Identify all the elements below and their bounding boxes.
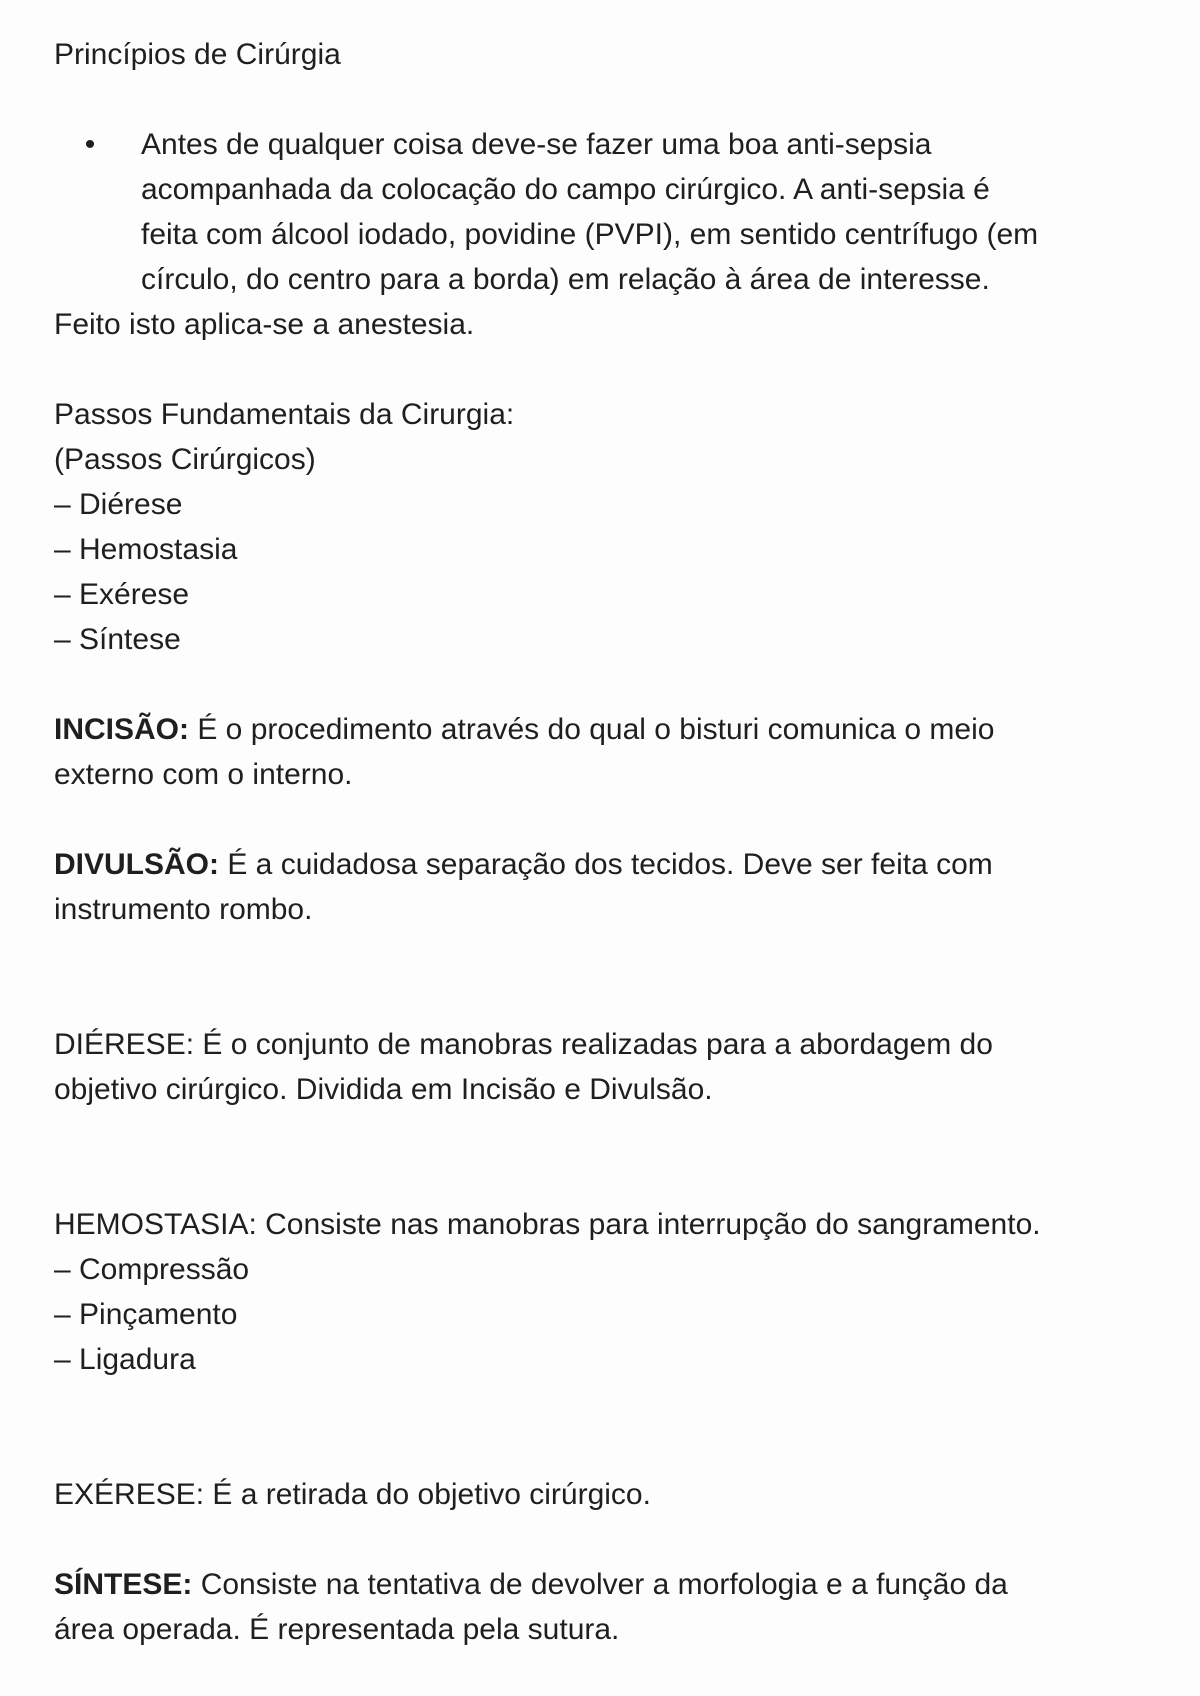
dierese-definition: [54, 1022, 1164, 1112]
sintese-term: SÍNTESE:: [54, 1568, 193, 1601]
sintese-text: Consiste na tentativa de devolver a morfologia e a função da: [192, 1568, 1008, 1601]
document-page: [54, 32, 1164, 1652]
incisao-text-continued: externo com o interno.: [54, 758, 353, 791]
steps-list-item: – Síntese: [54, 623, 181, 656]
steps-list-item: – Hemostasia: [54, 533, 238, 566]
dierese-text-continued: objetivo cirúrgico. Dividida em Incisão e Divulsão.: [54, 1073, 713, 1106]
hemostasia-list-item: – Ligadura: [54, 1343, 196, 1376]
anesthesia-line: Feito isto aplica-se a anestesia.: [54, 308, 475, 341]
incisao-definition: [54, 707, 1164, 797]
hemostasia-list-item: – Compressão: [54, 1253, 250, 1286]
divulsao-definition: [54, 842, 1164, 932]
document-title: Princípios de Cirúrgia: [54, 38, 341, 71]
incisao-text: É o procedimento através do qual o bisturi comunica o meio: [189, 713, 995, 746]
exerese-definition: [54, 1472, 1164, 1517]
antisepsis-bullet: [54, 122, 1164, 302]
hemostasia-text: HEMOSTASIA: Consiste nas manobras para interrupção do sangramento.: [54, 1208, 1041, 1241]
exerese-text: EXÉRESE: É a retirada do objetivo cirúrgico.: [54, 1478, 651, 1511]
bullet-marker: •: [84, 128, 96, 161]
sintese-definition: [54, 1562, 1164, 1652]
dierese-text: DIÉRESE: É o conjunto de manobras realizadas para a abordagem do: [54, 1028, 993, 1061]
fundamental-steps-section: [54, 392, 1164, 662]
incisao-term: INCISÃO:: [54, 713, 189, 746]
hemostasia-definition: [54, 1202, 1164, 1382]
steps-list-item: – Diérese: [54, 488, 183, 521]
steps-list-item: – Exérese: [54, 578, 190, 611]
divulsao-term: DIVULSÃO:: [54, 848, 219, 881]
bullet-line: feita com álcool iodado, povidine (PVPI), em sentido centrífugo (em: [141, 218, 1039, 251]
bullet-line: círculo, do centro para a borda) em relação à área de interesse.: [141, 263, 990, 296]
bullet-line: acompanhada da colocação do campo cirúrgico. A anti-sepsia é: [141, 173, 990, 206]
divulsao-text-continued: instrumento rombo.: [54, 893, 313, 926]
hemostasia-list-item: – Pinçamento: [54, 1298, 238, 1331]
steps-heading: Passos Fundamentais da Cirurgia:: [54, 398, 515, 431]
bullet-line: Antes de qualquer coisa deve-se fazer uma boa anti-sepsia: [141, 128, 932, 161]
sintese-text-continued: área operada. É representada pela sutura.: [54, 1613, 620, 1646]
steps-subheading: (Passos Cirúrgicos): [54, 443, 316, 476]
divulsao-text: É a cuidadosa separação dos tecidos. Deve ser feita com: [219, 848, 993, 881]
